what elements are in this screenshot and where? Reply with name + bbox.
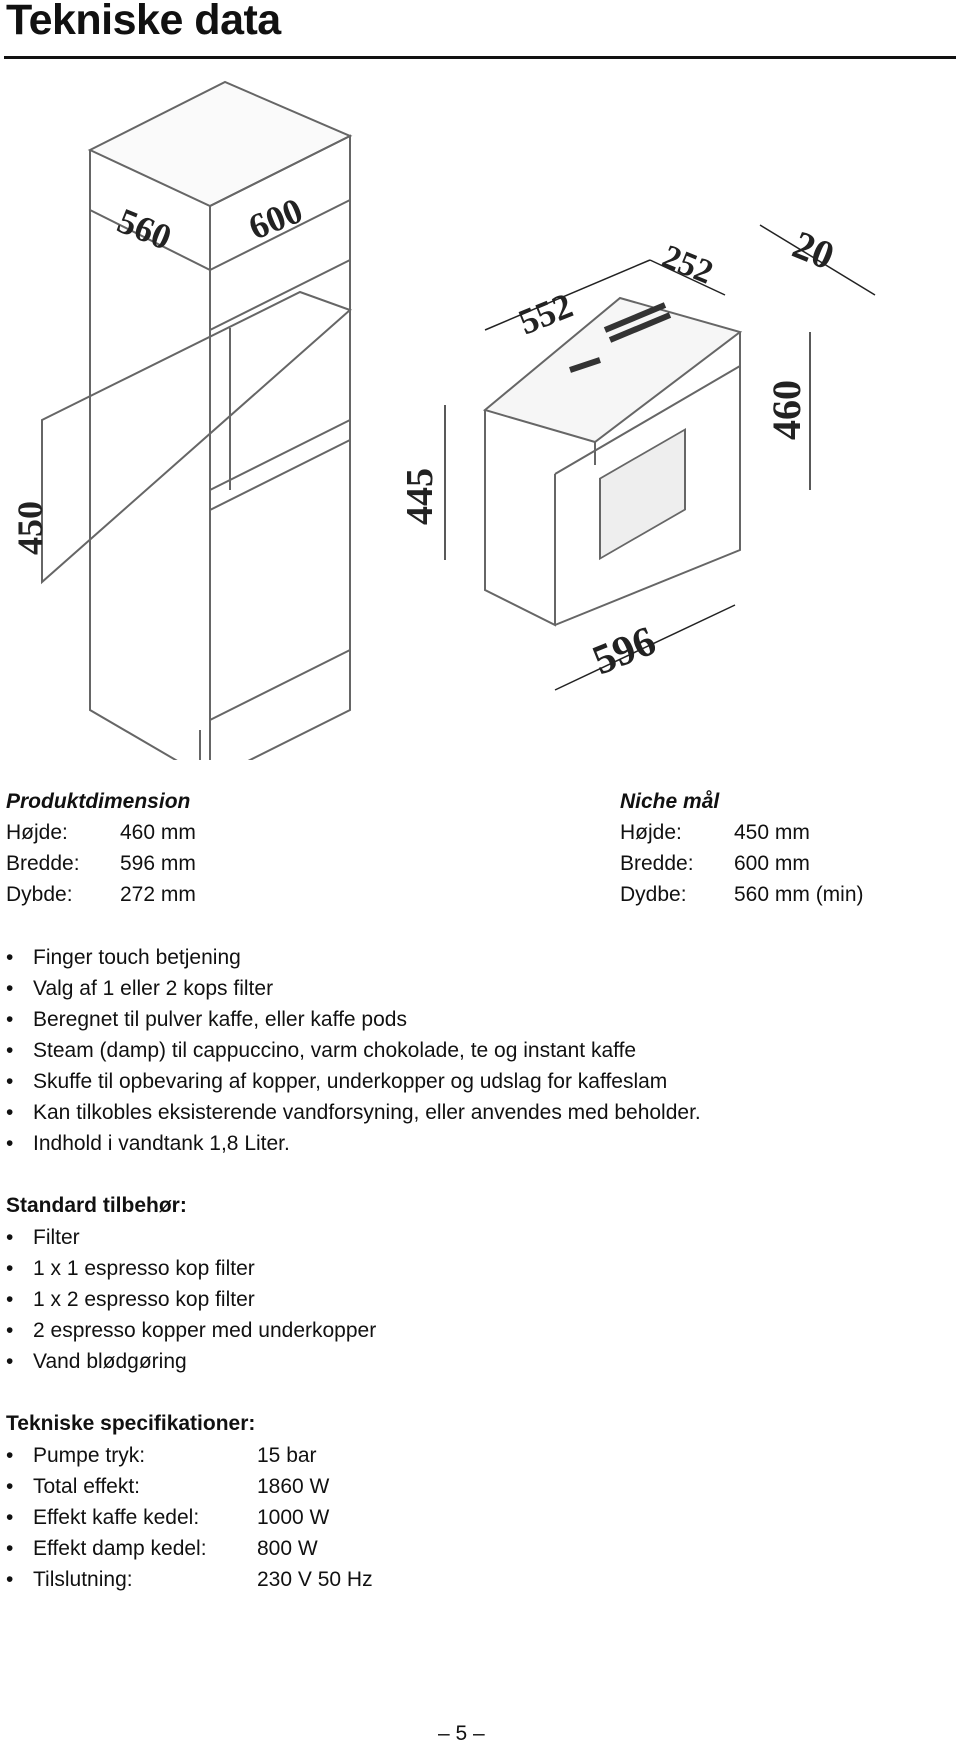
row-label: Højde: <box>6 821 68 844</box>
niche-row <box>620 879 864 910</box>
installation-diagram <box>0 70 960 760</box>
row-label: Højde: <box>620 821 682 844</box>
feature-list <box>6 942 701 1159</box>
list-item: • Beregnet til pulver kaffe, eller kaffe pods <box>6 1004 701 1035</box>
dim-label-450: 450 <box>10 501 50 555</box>
spec-row <box>6 1471 373 1502</box>
title-divider <box>4 56 956 59</box>
spec-label: • Pumpe tryk: <box>33 1444 146 1467</box>
product-dimension-row <box>6 848 196 879</box>
dim-label-552: 552 <box>513 285 579 343</box>
spec-value: 1860 W <box>257 1475 330 1498</box>
list-item: • Kan tilkobles eksisterende vandforsyning, eller anvendes med beholder. <box>6 1097 701 1128</box>
dim-label-20: 20 <box>786 221 841 279</box>
list-item: • Valg af 1 eller 2 kops filter <box>6 973 701 1004</box>
row-value: 450 mm <box>734 821 810 844</box>
spec-row <box>6 1533 373 1564</box>
niche-row <box>620 817 864 848</box>
accessories-heading: Standard tilbehør: <box>6 1194 187 1217</box>
list-item: • 2 espresso kopper med underkopper <box>6 1315 376 1346</box>
list-item: • Filter <box>6 1222 376 1253</box>
list-item: • Finger touch betjening <box>6 942 701 973</box>
dim-label-252: 252 <box>657 238 719 292</box>
dim-label-445: 445 <box>399 468 441 525</box>
list-item: • Steam (damp) til cappuccino, varm chokolade, te og instant kaffe <box>6 1035 701 1066</box>
page-title: Tekniske data <box>6 0 281 44</box>
list-item: • Vand blødgøring <box>6 1346 376 1377</box>
accessories-list <box>6 1222 376 1377</box>
spec-label: • Total effekt: <box>33 1475 141 1498</box>
page-number: – 5 – <box>438 1722 485 1745</box>
row-label: Dybde: <box>6 883 73 906</box>
row-value: 600 mm <box>734 852 810 875</box>
row-label: Dydbe: <box>620 883 687 906</box>
list-item: • Skuffe til opbevaring af kopper, underkopper og udslag for kaffeslam <box>6 1066 701 1097</box>
spec-value: 800 W <box>257 1537 318 1560</box>
row-value: 272 mm <box>120 883 196 906</box>
specs-heading: Tekniske specifikationer: <box>6 1412 256 1435</box>
niche-heading: Niche mål <box>620 790 720 813</box>
product-dimension-heading: Produktdimension <box>6 790 191 813</box>
product-dimension-row <box>6 879 196 910</box>
cabinet-column <box>42 82 350 760</box>
niche-row <box>620 848 864 879</box>
row-label: Bredde: <box>6 852 80 875</box>
spec-value: 1000 W <box>257 1506 330 1529</box>
spec-label: • Tilslutning: <box>33 1568 133 1591</box>
row-label: Bredde: <box>620 852 694 875</box>
coffee-machine <box>485 298 740 625</box>
list-item: • Indhold i vandtank 1,8 Liter. <box>6 1128 701 1159</box>
product-dimension-block <box>6 786 196 910</box>
list-item: • 1 x 2 espresso kop filter <box>6 1284 376 1315</box>
niche-dimension-block <box>620 786 864 910</box>
spec-row <box>6 1502 373 1533</box>
specs-list <box>6 1440 373 1595</box>
spec-value: 15 bar <box>257 1444 317 1467</box>
dim-label-460: 460 <box>764 380 809 440</box>
dim-label-560: 560 <box>112 200 178 258</box>
spec-row <box>6 1440 373 1471</box>
spec-label: • Effekt kaffe kedel: <box>33 1506 200 1529</box>
spec-row <box>6 1564 373 1595</box>
row-value: 596 mm <box>120 852 196 875</box>
row-value: 460 mm <box>120 821 196 844</box>
spec-value: 230 V 50 Hz <box>257 1568 373 1591</box>
product-dimension-row <box>6 817 196 848</box>
dim-label-600: 600 <box>243 190 309 248</box>
spec-label: • Effekt damp kedel: <box>33 1537 207 1560</box>
list-item: • 1 x 1 espresso kop filter <box>6 1253 376 1284</box>
row-value: 560 mm (min) <box>734 883 864 906</box>
dim-label-596: 596 <box>586 618 663 685</box>
